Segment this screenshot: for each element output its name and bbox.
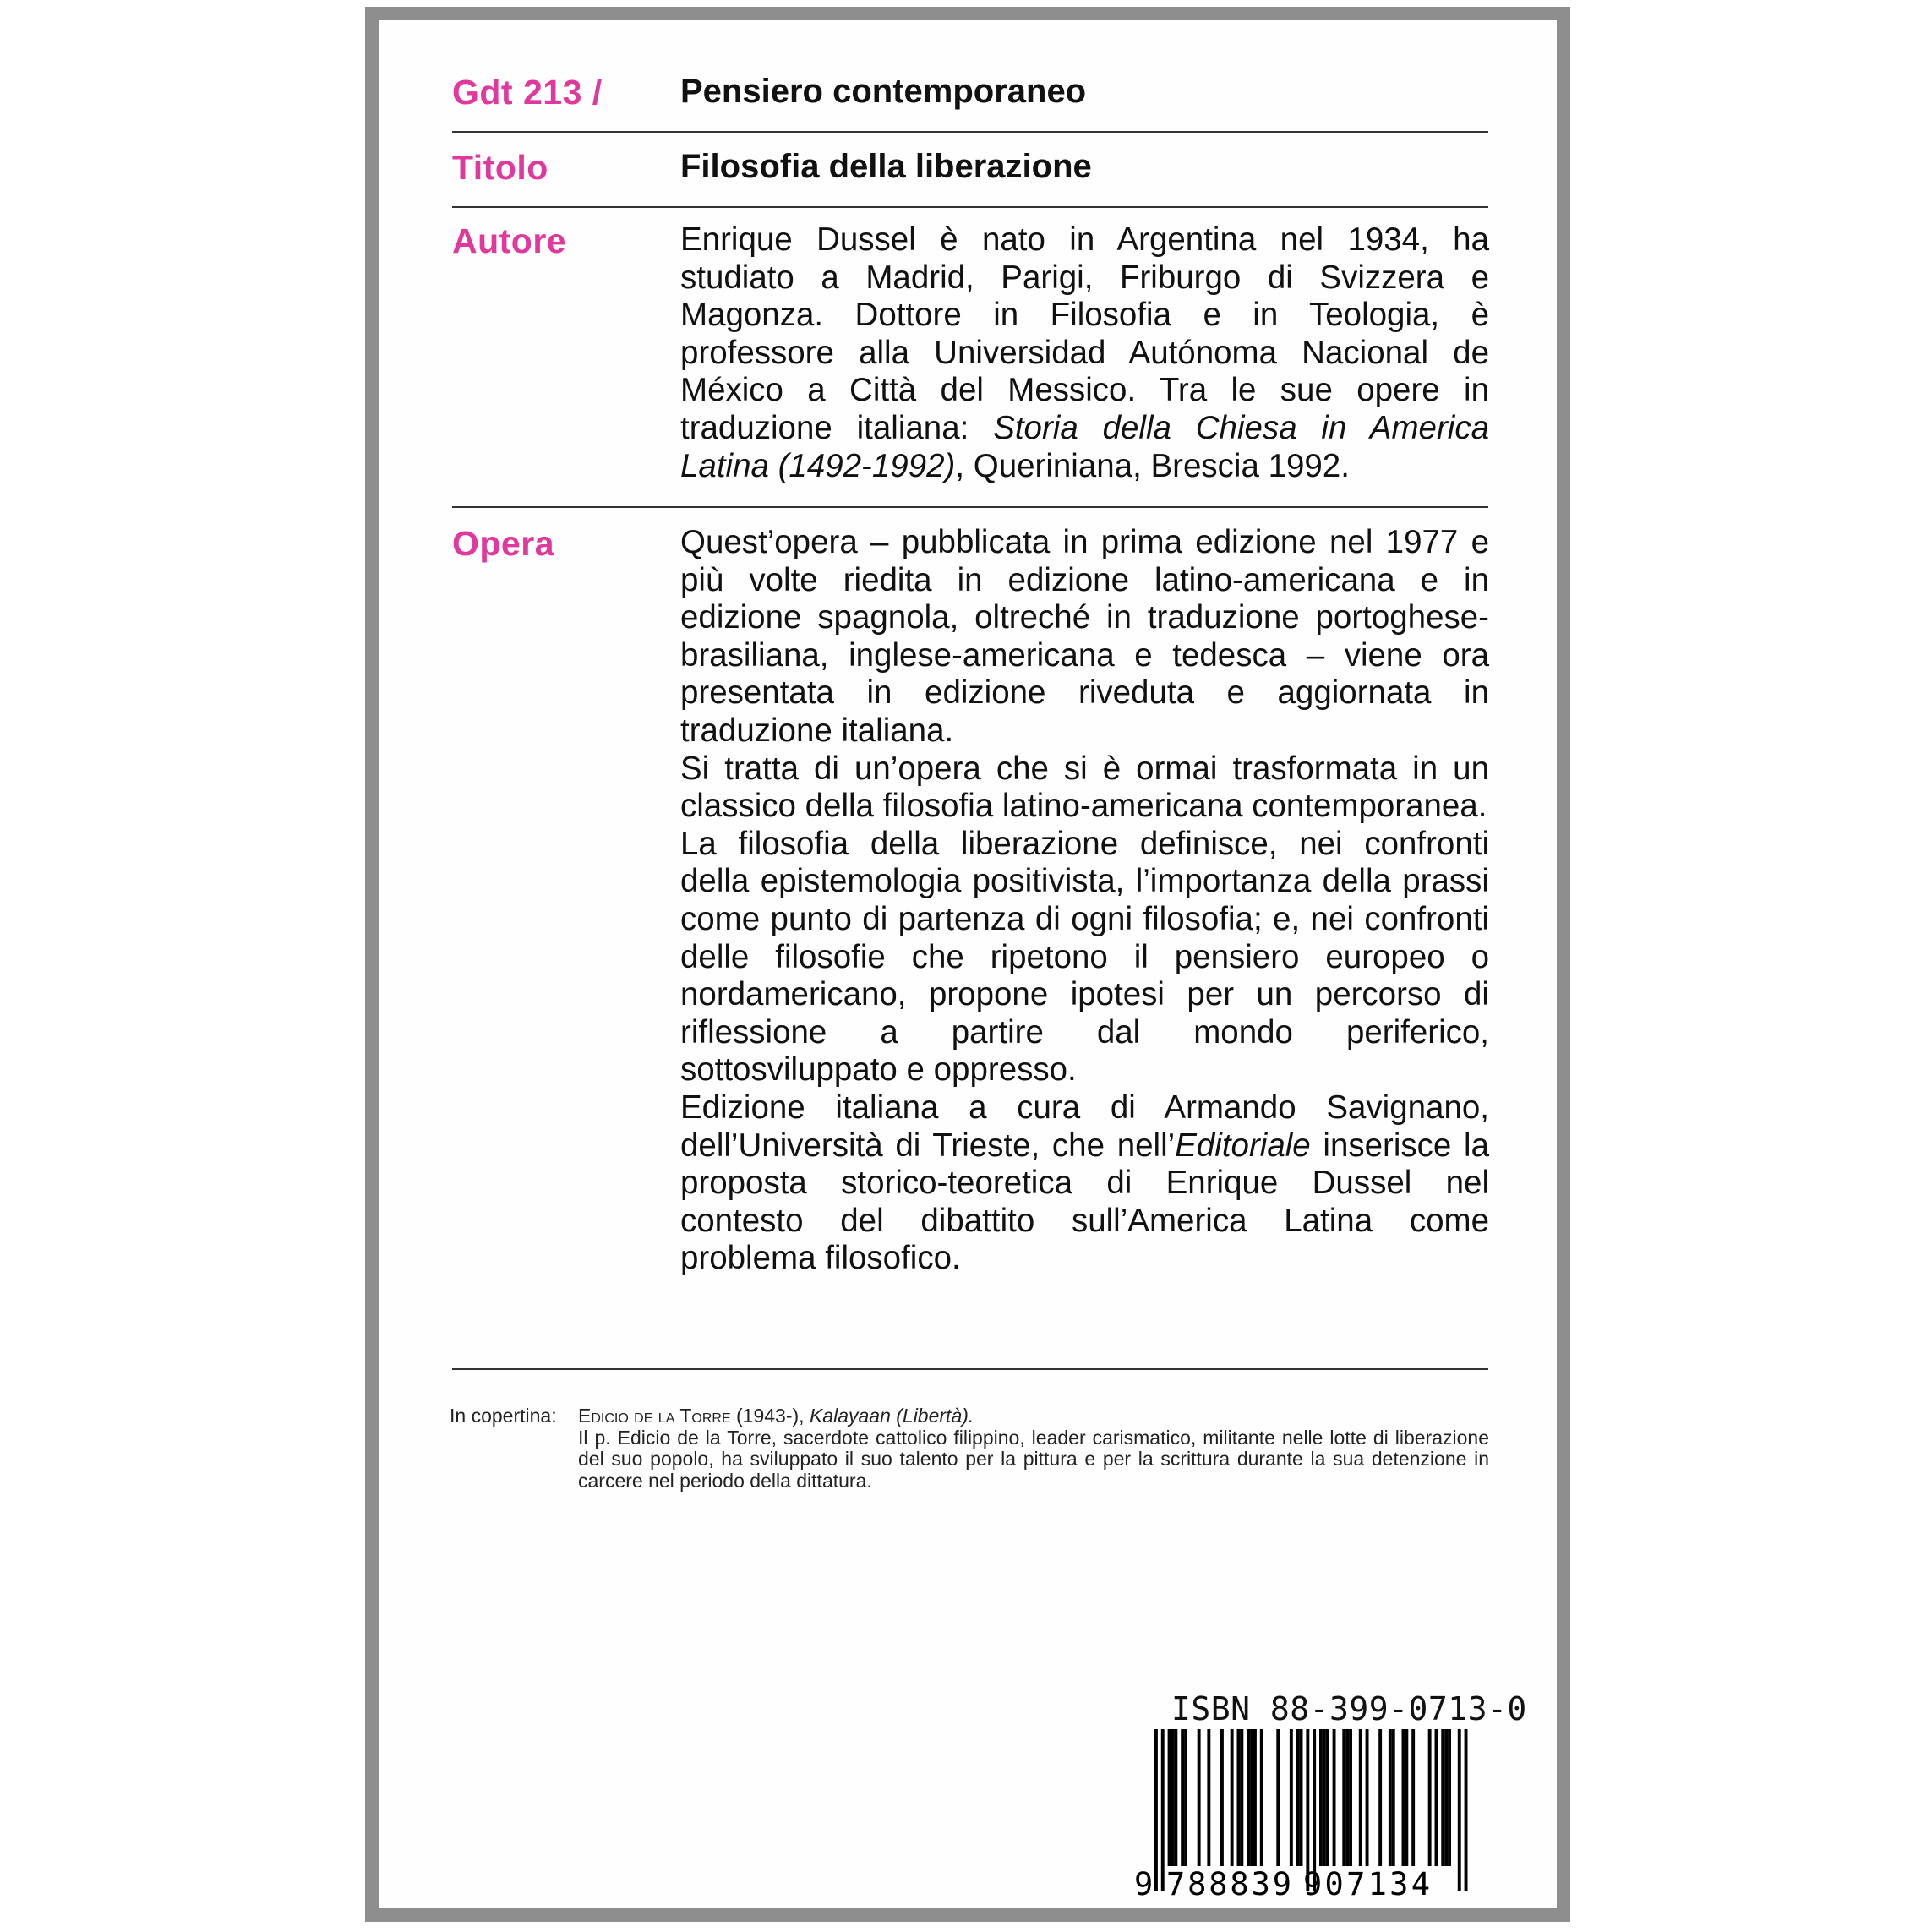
barcode-digit-first: 9 [1134,1866,1154,1898]
barcode-bar [1237,1729,1241,1866]
barcode-bar [1444,1729,1448,1866]
title-label: Titolo [452,148,548,187]
work-label: Opera [452,524,554,563]
barcode-bar [1171,1729,1175,1866]
barcode-bar [1448,1729,1451,1866]
barcode-guard-bar [1465,1729,1468,1891]
barcode-digits-right: 907134 [1303,1866,1430,1898]
divider [452,206,1488,208]
barcode-bar [1323,1729,1326,1866]
credit-note: Il p. Edicio de la Torre, sacerdote cattolico filippino, leader carismatico, militante nelle lotte di liberazione del suo popolo, ha sviluppato il suo talento per la pittura e per la scrittura durante la sua detenzione in carcere nel periodo della dittatura. [578,1426,1489,1492]
barcode-guard-bar [1154,1729,1158,1891]
barcode-bar [1253,1729,1257,1866]
barcode-bar [1333,1729,1336,1866]
barcode-bar [1345,1729,1349,1866]
barcode-bar [1428,1729,1432,1866]
barcode-bar [1349,1729,1352,1866]
barcode-bar [1326,1729,1329,1866]
divider [452,131,1488,133]
barcode-digits-left: 788839 [1166,1866,1291,1898]
barcode-bar [1220,1729,1224,1866]
barcode-bar [1296,1729,1300,1866]
divider [452,1368,1488,1370]
barcode-bar [1411,1729,1415,1866]
barcode-bar [1250,1729,1253,1866]
barcode-bar [1184,1729,1187,1866]
artwork-title: Kalayaan (Libertà). [809,1405,974,1427]
series-label: Gdt 213 / [452,73,603,112]
barcode-bar [1181,1729,1184,1866]
barcode-bar [1168,1729,1171,1866]
isbn-number: ISBN 88-399-0713-0 [1171,1690,1527,1727]
author-label: Autore [452,221,567,260]
barcode-bar [1231,1729,1234,1866]
barcode-bar [1290,1729,1293,1866]
barcode-bar [1300,1729,1303,1866]
barcode-guard-bar [1161,1729,1165,1891]
editorial-reference: Editoriale [1175,1127,1311,1164]
barcode [1134,1729,1489,1898]
barcode-bar [1402,1729,1405,1866]
barcode-bar [1240,1729,1243,1866]
barcode-bar [1392,1729,1395,1866]
work-paragraph: Quest’opera – pubblicata in prima edizione nel 1977 e più volte riedita in edizione latino-americana e in edizione spagnola, oltreché in traduzione portoghese-brasiliana, inglese-americana e tedesca – viene ora presentata in edizione riveduta e aggiornata in traduzione italiana. [680,524,1489,749]
work-description [680,524,1489,1278]
artist-name: Edicio de la Torre [578,1405,731,1427]
divider [452,506,1488,508]
barcode-bar [1198,1729,1201,1866]
work-paragraph: La filosofia della liberazione definisce, nei confronti della epistemologia positivista, l’importanza della prassi come punto di partenza di ogni filosofia; e, nei confronti delle filosofie che ripetono il pensiero europeo o nordamericano, propone ipotesi per un percorso di riflessione a partire dal mondo periferico, sottosviluppato e oppresso. [680,825,1489,1089]
barcode-bar [1342,1729,1345,1866]
credit-lead: In copertina: [450,1405,557,1427]
book-title: Filosofia della liberazione [680,148,1092,185]
barcode-bar [1260,1729,1263,1866]
barcode-bar [1276,1729,1280,1866]
author-bio: Enrique Dussel è nato in Argentina nel 1934, ha studiato a Madrid, Parigi, Friburgo di Svizzera e Magonza. Dottore in Filosofia e in Teologia, è professore alla Universidad Autónoma Nacional de México a Città del Messico. Tra le sue opere in traduzione italiana: Storia della Chiesa in America Latina (1492-1992), Queriniana, Brescia 1992. [680,221,1490,484]
barcode-bar [1366,1729,1369,1866]
barcode-bar [1405,1729,1408,1866]
work-paragraph: Si tratta di un’opera che si è ormai trasformata in un classico della filosofia latino-americana contemporanea. [680,750,1489,825]
work-paragraph: Edizione italiana a cura di Armando Savignano, dell’Università di Trieste, che nell’Editoriale inserisce la proposta storico-teoretica di Enrique Dussel nel contesto del dibattito sull’America Latina come problema filosofico. [680,1089,1489,1277]
barcode-bar [1378,1729,1382,1866]
barcode-bar [1247,1729,1250,1866]
barcode-bar [1207,1729,1210,1866]
barcode-bar [1359,1729,1362,1866]
series-name: Pensiero contemporaneo [680,73,1087,110]
barcode-bar [1435,1729,1438,1866]
barcode-bar [1174,1729,1177,1866]
barcode-bar [1441,1729,1444,1866]
barcode-bar [1389,1729,1392,1866]
credit-body: Edicio de la Torre (1943-), Kalayaan (Libertà). Il p. Edicio de la Torre, sacerdote cattolico filippino, leader carismatico, militante nelle lotte di liberazione del suo popolo, ha sviluppato il suo talento per la pittura e per la scrittura durante la sua detenzione in carcere nel periodo della dittatura. [578,1405,1489,1492]
barcode-guard-bar [1458,1729,1461,1891]
barcode-bar [1319,1729,1323,1866]
book-reference: Storia della Chiesa in America Latina (1492-1992) [680,409,1490,484]
